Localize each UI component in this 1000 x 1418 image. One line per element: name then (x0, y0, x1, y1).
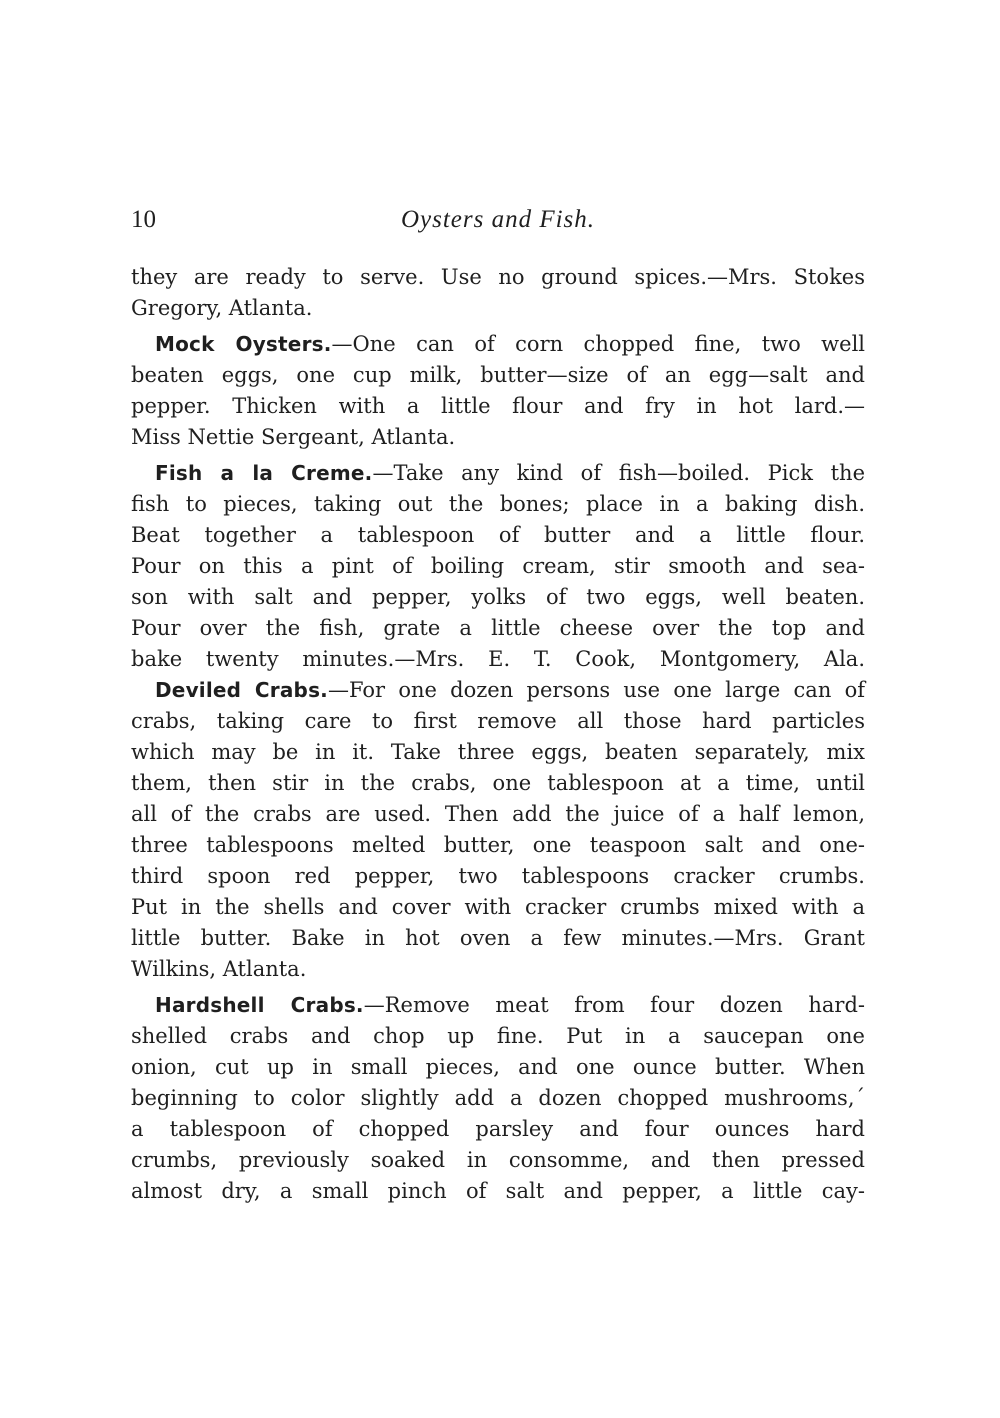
text-line: Gregory, Atlanta. (131, 296, 313, 320)
text-line: they are ready to serve. Use no ground spices.—Mrs. Stokes (131, 265, 865, 289)
text-line: all of the crabs are used. Then add the juice of a half lemon, (131, 802, 865, 826)
recipe-first-line: Fish a la Creme.—Take any kind of fish—boiled. Pick the (155, 461, 865, 485)
recipe-title: Hardshell Crabs. (155, 993, 364, 1017)
text-line: Beat together a tablespoon of butter and a little flour. (131, 523, 865, 547)
page-header (131, 203, 865, 237)
page-number: 10 (131, 206, 156, 233)
text-line: Put in the shells and cover with cracker crumbs mixed with a (131, 895, 865, 919)
text-line: third spoon red pepper, two tablespoons cracker crumbs. (131, 864, 865, 888)
recipe-first-line: Deviled Crabs.—For one dozen persons use one large can of (155, 678, 865, 702)
text-line: beginning to color slightly add a dozen chopped mushrooms,´ (131, 1086, 865, 1110)
text-line: Wilkins, Atlanta. (131, 957, 307, 981)
text-line: almost dry, a small pinch of salt and pepper, a little cay- (131, 1179, 865, 1203)
text-line: onion, cut up in small pieces, and one ounce butter. When (131, 1055, 865, 1079)
recipe-title: Mock Oysters. (155, 332, 332, 356)
text-line: three tablespoons melted butter, one teaspoon salt and one- (131, 833, 865, 857)
running-title: Oysters and Fish. (400, 206, 596, 233)
text-line: Pour on this a pint of boiling cream, stir smooth and sea- (131, 554, 865, 578)
text-line: son with salt and pepper, yolks of two eggs, well beaten. (131, 585, 865, 609)
text-line: bake twenty minutes.—Mrs. E. T. Cook, Montgomery, Ala. (131, 647, 865, 671)
recipe-title: Deviled Crabs. (155, 678, 328, 702)
text-line: fish to pieces, taking out the bones; place in a baking dish. (131, 492, 865, 516)
text-line: beaten eggs, one cup milk, butter—size of an egg—salt and (131, 363, 865, 387)
text-line: little butter. Bake in hot oven a few minutes.—Mrs. Grant (131, 926, 865, 950)
text-line: shelled crabs and chop up fine. Put in a saucepan one (131, 1024, 865, 1048)
recipe-first-line: Mock Oysters.—One can of corn chopped fine, two well (155, 332, 865, 356)
text-line: them, then stir in the crabs, one tablespoon at a time, until (131, 771, 865, 795)
text-line: pepper. Thicken with a little flour and fry in hot lard.— (131, 394, 865, 418)
recipe-title: Fish a la Creme. (155, 461, 373, 485)
text-line: Miss Nettie Sergeant, Atlanta. (131, 425, 456, 449)
text-line: Pour over the fish, grate a little cheese over the top and (131, 616, 865, 640)
page-body (131, 262, 865, 1207)
recipe-first-line: Hardshell Crabs.—Remove meat from four dozen hard- (155, 993, 865, 1017)
text-line: which may be in it. Take three eggs, beaten separately, mix (131, 740, 865, 764)
text-line: crumbs, previously soaked in consomme, and then pressed (131, 1148, 865, 1172)
text-line: crabs, taking care to first remove all those hard particles (131, 709, 865, 733)
text-line: a tablespoon of chopped parsley and four ounces hard (131, 1117, 865, 1141)
